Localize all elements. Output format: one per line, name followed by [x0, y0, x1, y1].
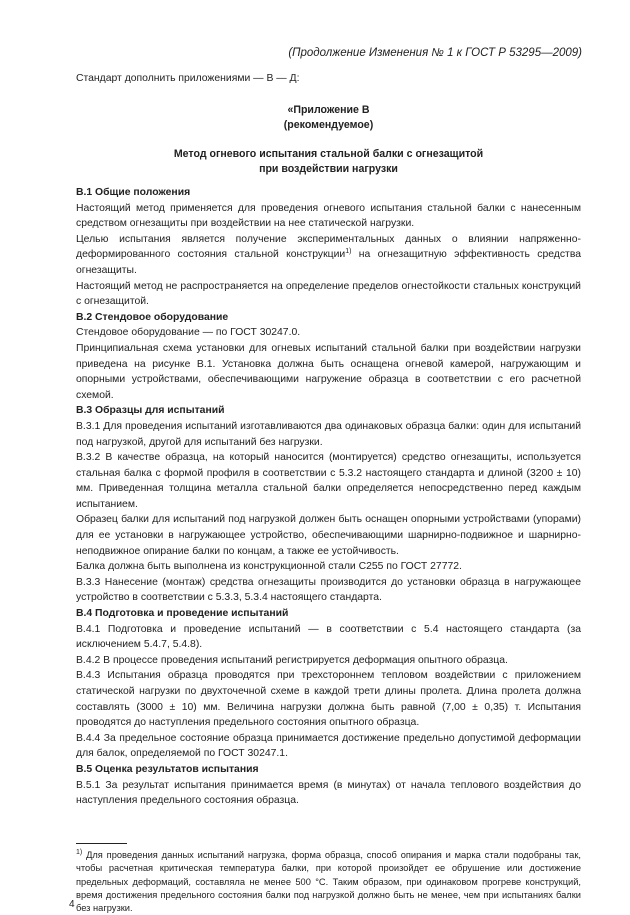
paragraph: В.4.3 Испытания образца проводятся при трехстороннем тепловом воздействии с приложением статической нагрузки по двухточечной схеме в каждой трети длины пролета. Длина пролета должна составлять (3000 ± 10) мм. Величина нагрузки должна быть равной (7,00 ± 0,35) т. Испытания проводятся до наступления предельного состояния опытного образца. — [76, 670, 581, 729]
footnote: $^{1)}$ Для проведения данных испытаний нагрузка, форма образца, способ опирания и марка стали подобраны так, чтобы расчетная критическая температура балки, при которой произойдет ее обрушение или достижение предельных деформаций, составляла не менее 500 °С. Таким образом, при одинаковом прогреве конструкций, время достижения предельного состояния балки под нагрузкой должно быть не менее, чем при испытаниях балки без нагрузки. — [76, 849, 581, 914]
page-number: 4 — [69, 899, 75, 910]
paragraph: В.4.2 В процессе проведения испытаний регистрируется деформация опытного образца. — [76, 654, 508, 666]
section-heading: В.5 Оценка результатов испытания — [76, 763, 259, 775]
paragraph: В.3.1 Для проведения испытаний изготавливаются два одинаковых образца балки: один для испытаний под нагрузкой, другой для испытаний без нагрузки. — [76, 420, 581, 448]
paragraph: В.5.1 За результат испытания принимается время (в минутах) от начала теплового воздействия до наступления предельного состояния образца. — [76, 779, 581, 807]
paragraph: Целью испытания является получение экспериментальных данных о влиянии напряженно-деформированного состояния стальной конструкции$^{1)}$ на огнезащитную эффективность средства огнезащиты. — [76, 233, 581, 276]
intro-text: Стандарт дополнить приложениями — В — Д: — [76, 73, 300, 84]
method-title-line2: при воздействии нагрузки — [259, 163, 398, 175]
footnote-divider — [76, 843, 127, 844]
paragraph: В.3.2 В качестве образца, на который наносится (монтируется) средство огнезащиты, используется стальная балка с формой профиля в соответствии с 5.3.2 настоящего стандарта и длиной (3200 ± 10) мм. Приведенная толщина металла стальной балки определяется непосредственно перед каждым испытанием. — [76, 452, 581, 510]
section-heading: В.4 Подготовка и проведение испытаний — [76, 608, 289, 620]
section-heading: В.1 Общие положения — [76, 187, 191, 198]
section-heading: В.3 Образцы для испытаний — [76, 405, 225, 417]
paragraph: Настоящий метод применяется для проведения огневого испытания стальной балки с нанесенным средством огнезащиты при воздействии на нее статической нагрузки. — [76, 202, 581, 230]
paragraph: Балка должна быть выполнена из конструкционной стали С255 по ГОСТ 27772. — [76, 561, 462, 573]
paragraph: Стендовое оборудование — по ГОСТ 30247.0. — [76, 327, 301, 339]
appendix-title: «Приложение В — [287, 104, 370, 116]
paragraph: Настоящий метод не распространяется на определение пределов огнестойкости стальных конструкций с огнезащитой. — [76, 280, 581, 308]
paragraph: В.4.1 Подготовка и проведение испытаний — в соответствии с 5.4 настоящего стандарта (за исключением 5.4.7, 5.4.8). — [76, 623, 581, 651]
paragraph: Образец балки для испытаний под нагрузкой должен быть оснащен опорными устройствами (упорами) для ее установки в нагружающее устройство, обеспечивающими шарнирно-подвижное и шарнирно-неподвижное опирание балки по концам, а также ее устойчивость. — [76, 514, 581, 557]
body-text — [76, 185, 581, 809]
paragraph: Принципиальная схема установки для огневых испытаний стальной балки при воздействии нагрузки приведена на рисунке В.1. Установка должна быть оснащена огневой камерой, нагружающим и опорными устройствами, обеспечивающими нагружение образца в соответствии с его расчетной схемой. — [76, 342, 581, 401]
paragraph: В.4.4 За предельное состояние образца принимается достижение предельно допустимой деформации для балок, определяемой по ГОСТ 30247.1. — [76, 732, 581, 760]
running-header: (Продолжение Изменения № 1 к ГОСТ Р 53295—2009) — [288, 47, 582, 59]
method-title-line1: Метод огневого испытания стальной балки с огнезащитой — [173, 148, 484, 160]
paragraph: В.3.3 Нанесение (монтаж) средства огнезащиты производится до установки образца в нагружающее устройство в соответствии с 5.3.3, 5.3.4 настоящего стандарта. — [76, 576, 581, 604]
appendix-note: (рекомендуемое) — [283, 119, 374, 131]
section-heading: В.2 Стендовое оборудование — [76, 311, 229, 323]
